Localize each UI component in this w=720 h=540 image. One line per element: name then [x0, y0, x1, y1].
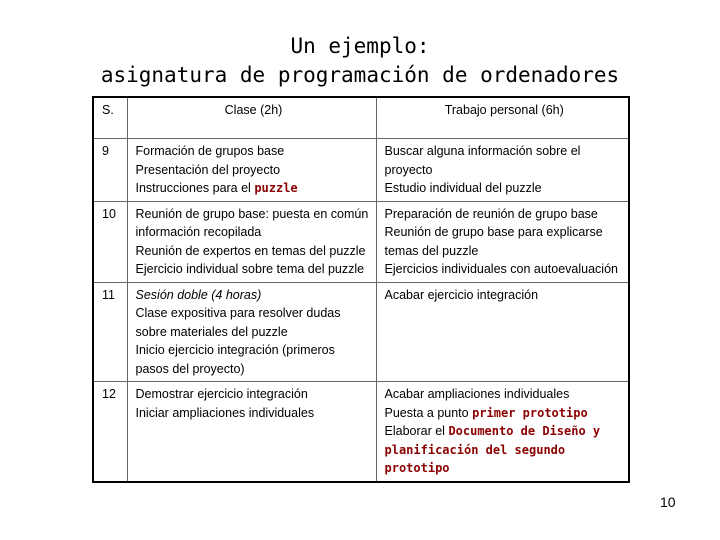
table-row: [93, 201, 629, 282]
trabajo-line: Estudio individual del puzzle: [384, 181, 542, 195]
clase-line: Sesión doble (4 horas): [135, 287, 262, 302]
trabajo-cell: [376, 139, 629, 202]
trabajo-text: Puesta a punto: [384, 405, 473, 420]
clase-cell: [127, 382, 376, 482]
trabajo-line: Buscar alguna información sobre el proyecto: [384, 144, 581, 177]
table-row: [93, 382, 629, 482]
trabajo-cell: [376, 201, 629, 282]
session-number: 12: [93, 382, 127, 482]
clase-line: Demostrar ejercicio integración: [135, 387, 308, 401]
clase-line: Reunión de grupo base: puesta en común información recopilada: [135, 206, 369, 239]
highlight-text: puzzle: [254, 181, 298, 195]
trabajo-line: [385, 404, 625, 423]
title-line-2: asignatura de programación de ordenadores: [100, 63, 620, 87]
table-row: [93, 282, 629, 382]
trabajo-text: Elaborar el: [384, 424, 449, 438]
title-line-1: Un ejemplo:: [290, 34, 430, 58]
clase-line: Ejercicio individual sobre tema del puzzle: [135, 262, 365, 276]
session-number: 9: [93, 139, 127, 202]
header-trabajo: Trabajo personal (6h): [376, 97, 629, 139]
schedule-table: [92, 96, 630, 483]
clase-line: Iniciar ampliaciones individuales: [135, 405, 315, 420]
clase-line: Inicio ejercicio integración (primeros pasos del proyecto): [135, 343, 335, 376]
trabajo-line: Preparación de reunión de grupo base: [384, 206, 598, 221]
table-row: [93, 139, 629, 202]
clase-line: Clase expositiva para resolver dudas sobre materiales del puzzle: [135, 306, 341, 339]
clase-cell: [127, 282, 376, 382]
trabajo-cell: [376, 382, 629, 482]
clase-cell: [127, 201, 376, 282]
trabajo-line: Acabar ejercicio integración: [384, 287, 539, 302]
session-number: 10: [93, 201, 127, 282]
highlight-text: Documento de Diseño y planificación del segundo prototipo: [384, 424, 601, 475]
clase-line: Presentación del proyecto: [135, 162, 281, 177]
header-session: S.: [93, 97, 127, 139]
table-header-row: [93, 97, 629, 139]
trabajo-line: Acabar ampliaciones individuales: [384, 387, 570, 401]
header-clase: Clase (2h): [127, 97, 376, 139]
trabajo-line: [385, 422, 625, 478]
trabajo-line: Ejercicios individuales con autoevaluación: [384, 262, 618, 276]
highlight-text: primer prototipo: [472, 405, 588, 420]
page-number: 10: [660, 494, 676, 510]
clase-text: Instrucciones para el: [135, 181, 255, 195]
session-number: 11: [93, 282, 127, 382]
trabajo-cell: [376, 282, 629, 382]
trabajo-line: Reunión de grupo base para explicarse temas del puzzle: [384, 225, 603, 258]
clase-line: [136, 179, 372, 198]
clase-cell: [127, 139, 376, 202]
clase-line: Formación de grupos base: [135, 144, 285, 158]
slide-title: [0, 32, 720, 90]
clase-line: Reunión de expertos en temas del puzzle: [135, 243, 366, 258]
